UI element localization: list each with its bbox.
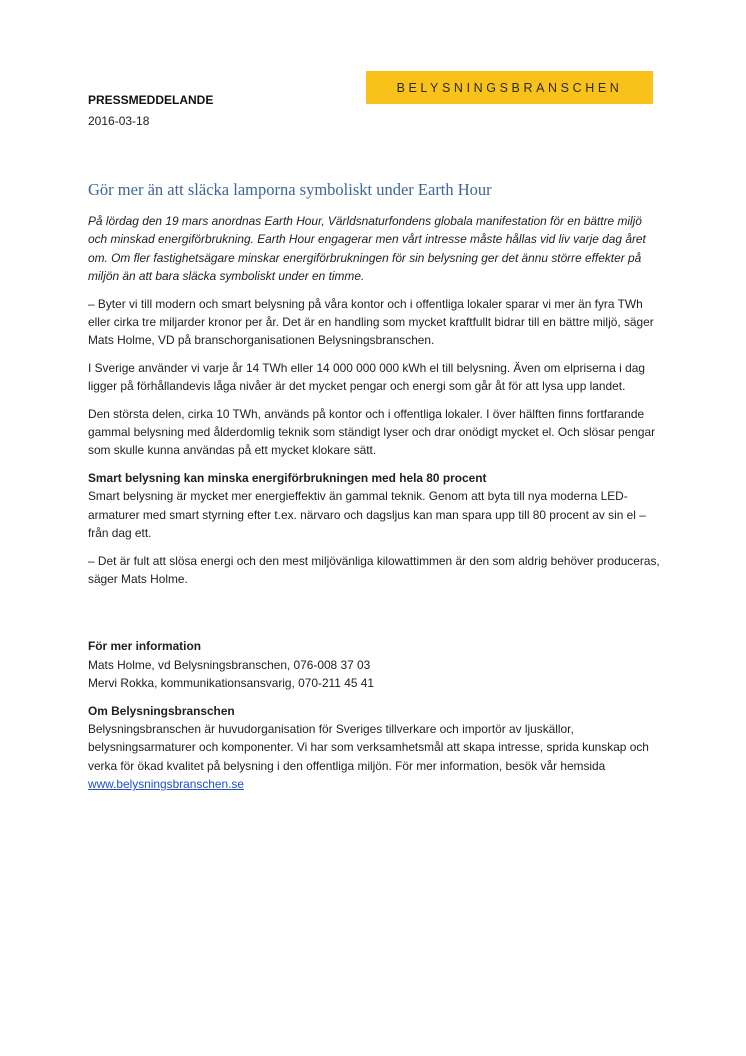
- section-body: Smart belysning är mycket mer energieffektiv än gammal teknik. Genom att byta till nya moderna LED-armaturer med smart styrning efter t.ex. närvaro och dagsljus kan man spara upp till 80 procent av sin el – från dag ett.: [88, 489, 646, 541]
- document-body: [88, 212, 660, 803]
- contact-block: [88, 637, 660, 692]
- paragraph-3: Den största delen, cirka 10 TWh, används på kontor och i offentliga lokaler. I över hälften finns fortfarande gammal belysning med ålderdomlig teknik som ständigt lyser och drar onödigt mycket el. Och slösar pengar som skulle kunna användas på ett mycket klokare sätt.: [88, 406, 656, 458]
- contact-heading: För mer information: [88, 639, 201, 654]
- brand-logo: [366, 71, 653, 104]
- website-link[interactable]: www.belysningsbranschen.se: [88, 777, 244, 792]
- document-label: PRESSMEDDELANDE: [88, 93, 214, 107]
- paragraph-2: I Sverige använder vi varje år 14 TWh eller 14 000 000 000 kWh el till belysning. Även om elpriserna i dag ligger på förhållandevis låga nivåer är det mycket pengar och energi som går åt för att lysa upp landet.: [88, 360, 645, 394]
- paragraph-1: – Byter vi till modern och smart belysning på våra kontor och i offentliga lokaler sparar vi mer än fyra TWh eller cirka tre miljarder kronor per år. Det är en handling som mycket kraftfullt bidrar till en bättre miljö, säger Mats Holme, VD på branschorganisationen Belysningsbranschen.: [88, 296, 654, 348]
- contact-line-1: Mats Holme, vd Belysningsbranschen, 076-008 37 03: [88, 657, 371, 672]
- about-block: [88, 702, 660, 794]
- quote-paragraph: – Det är fult att slösa energi och den mest miljövänliga kilowattimmen är den som aldrig behöver produceras, säger Mats Holme.: [88, 553, 660, 586]
- brand-logo-text: BELYSNINGSBRANSCHEN: [396, 80, 623, 95]
- page-title: Gör mer än att släcka lamporna symboliskt under Earth Hour: [88, 180, 492, 199]
- spacer: [88, 597, 660, 637]
- section-heading: Smart belysning kan minska energiförbrukningen med hela 80 procent: [88, 470, 487, 485]
- lead-paragraph: På lördag den 19 mars anordnas Earth Hour, Världsnaturfondens globala manifestation för en bättre miljö och minskad energiförbrukning. Earth Hour engagerar men vårt intresse måste hållas vid liv varje dag året om. Om fler fastighetsägare minskar energiförbrukningen för sin belysning ger det ännu större effekter på miljön än att bara släcka symboliskt under en timme.: [88, 214, 646, 284]
- about-body: Belysningsbranschen är huvudorganisation för Sveriges tillverkare och importör av ljuskällor, belysningsarmaturer och komponenter. Vi har som verksamhetsmål att skapa intresse, sprida kunskap och verka för ökad kvalitet på belysning i den offentliga miljön. För mer information, besök vår hemsida: [88, 721, 649, 773]
- contact-line-2: Mervi Rokka, kommunikationsansvarig, 070-211 45 41: [88, 676, 374, 691]
- section-block: [88, 469, 660, 543]
- about-heading: Om Belysningsbranschen: [88, 703, 235, 718]
- document-date: 2016-03-18: [88, 114, 150, 128]
